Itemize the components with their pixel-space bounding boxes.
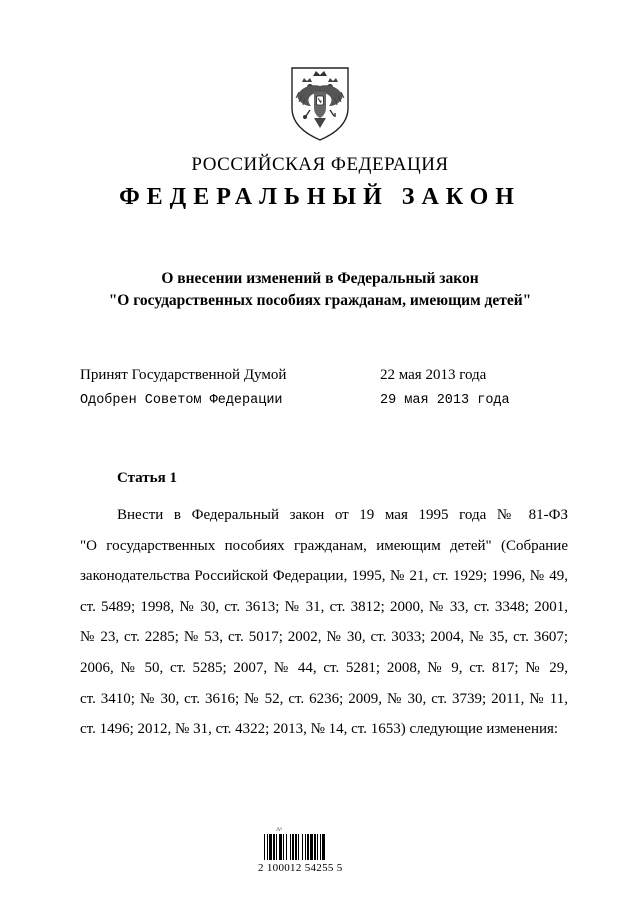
body-line: ст. 3410; № 30, ст. 3616; № 52, ст. 6236; 2009, № 30, ст. 3739; 2011, № 11, — [80, 690, 568, 707]
article-body — [80, 500, 568, 745]
duma-label: Принят Государственной Думой — [80, 367, 287, 383]
document-type: ФЕДЕРАЛЬНЫЙ ЗАКОН — [119, 184, 521, 210]
law-title-line-2: "О государственных пособиях гражданам, имеющим детей" — [108, 292, 532, 309]
body-line: законодательства Российской Федерации, 1995, № 21, ст. 1929; 1996, № 49, — [80, 568, 568, 585]
body-line: 2006, № 50, ст. 5285; 2007, № 44, ст. 5281; 2008, № 9, ст. 817; № 29, — [80, 659, 568, 676]
barcode-number: 2 100012 54255 5 — [258, 862, 343, 874]
body-line: № 23, ст. 2285; № 53, ст. 5017; 2002, № 30, ст. 3033; 2004, № 35, ст. 3607; — [80, 629, 568, 646]
article-heading: Статья 1 — [117, 470, 177, 486]
barcode-icon — [262, 824, 342, 884]
law-title — [0, 268, 640, 312]
council-date: 29 мая 2013 года — [380, 393, 510, 408]
body-line: ст. 1496; 2012, № 31, ст. 4322; 2013, № 14, ст. 1653) следующие изменения: — [80, 721, 559, 738]
country-name: РОССИЙСКАЯ ФЕДЕРАЦИЯ — [191, 154, 449, 175]
law-title-line-1: О внесении изменений в Федеральный закон — [161, 270, 479, 287]
body-line: "О государственных пособиях гражданам, имеющим детей" (Собрание — [80, 537, 568, 554]
coat-of-arms-icon — [284, 62, 356, 142]
duma-date: 22 мая 2013 года — [380, 367, 487, 383]
svg-text:Aᵘ: Aᵘ — [276, 827, 283, 833]
council-label: Одобрен Советом Федерации — [80, 393, 283, 408]
body-line: Внести в Федеральный закон от 19 мая 1995 года № 81-ФЗ — [117, 507, 568, 523]
body-line: ст. 5489; 1998, № 30, ст. 3613; № 31, ст. 3812; 2000, № 33, ст. 3348; 2001, — [80, 598, 568, 615]
